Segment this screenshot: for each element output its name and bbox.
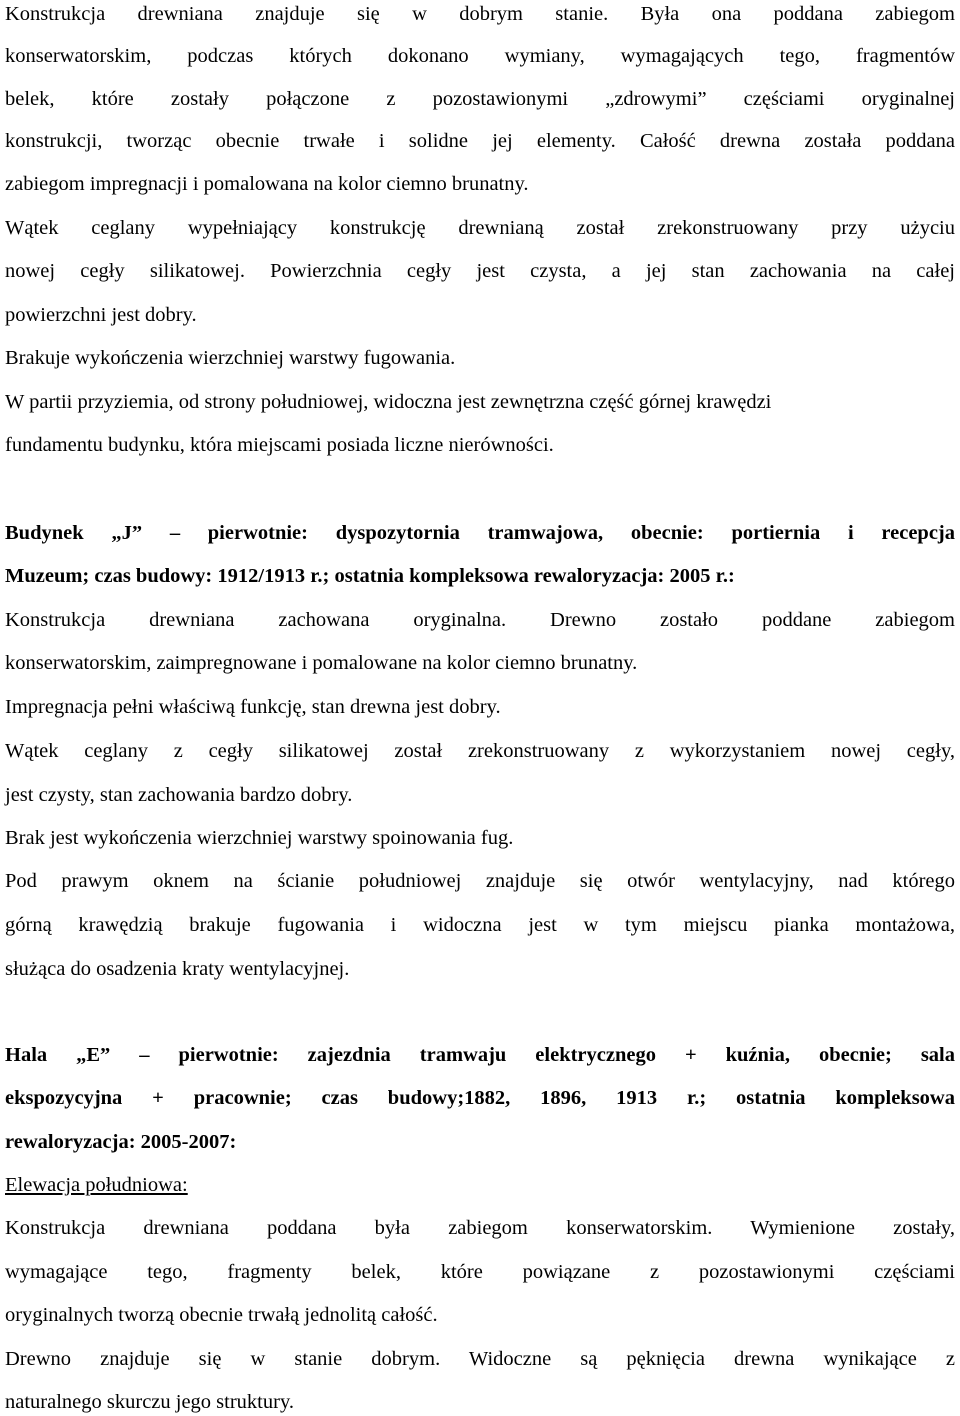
paragraph-line: naturalnego skurczu jego struktury. [5, 1391, 295, 1413]
paragraph-line: Wątek ceglany z cegły silikatowej został zrekonstruowany z wykorzystaniem nowej cegły, [5, 740, 955, 762]
paragraph-line: Wątek ceglany wypełniający konstrukcję drewnianą został zrekonstruowany przy użyciu [5, 217, 955, 239]
paragraph-line: zabiegom impregnacji i pomalowana na kolor ciemno brunatny. [5, 173, 529, 195]
paragraph-line: konserwatorskim, podczas których dokonano wymiany, wymagających tego, fragmentów [5, 45, 955, 67]
paragraph-line: Brak jest wykończenia wierzchniej warstwy spoinowania fug. [5, 827, 514, 849]
paragraph-line: górną krawędzią brakuje fugowania i widoczna jest w tym miejscu pianka montażowa, [5, 914, 955, 936]
paragraph-line: służąca do osadzenia kraty wentylacyjnej. [5, 958, 350, 980]
paragraph-line: Brakuje wykończenia wierzchniej warstwy fugowania. [5, 347, 456, 369]
section-heading: Muzeum; czas budowy: 1912/1913 r.; ostatnia kompleksowa rewaloryzacja: 2005 r.: [5, 565, 735, 587]
section-heading: Budynek „J” – pierwotnie: dyspozytornia tramwajowa, obecnie: portiernia i recepcja [5, 522, 955, 544]
paragraph-line: konserwatorskim, zaimpregnowane i pomalowane na kolor ciemno brunatny. [5, 652, 638, 674]
paragraph-line: fundamentu budynku, która miejscami posiada liczne nierówności. [5, 434, 554, 456]
paragraph-line: Konstrukcja drewniana poddana była zabiegom konserwatorskim. Wymienione zostały, [5, 1217, 955, 1239]
paragraph-line: wymagające tego, fragmenty belek, które powiązane z pozostawionymi częściami [5, 1261, 955, 1283]
paragraph-line: jest czysty, stan zachowania bardzo dobry. [5, 784, 353, 806]
paragraph-line: Impregnacja pełni właściwą funkcję, stan drewna jest dobry. [5, 696, 501, 718]
paragraph-line: Konstrukcja drewniana zachowana oryginalna. Drewno zostało poddane zabiegom [5, 609, 955, 631]
section-heading: rewaloryzacja: 2005-2007: [5, 1131, 237, 1153]
paragraph-line: Drewno znajduje się w stanie dobrym. Widoczne są pęknięcia drewna wynikające z [5, 1348, 955, 1370]
paragraph-line: Pod prawym oknem na ścianie południowej znajduje się otwór wentylacyjny, nad którego [5, 870, 955, 892]
subheading: Elewacja południowa: [5, 1174, 188, 1196]
section-heading: Hala „E” – pierwotnie: zajezdnia tramwaju elektrycznego + kuźnia, obecnie; sala [5, 1044, 955, 1066]
paragraph-line: W partii przyziemia, od strony południowej, widoczna jest zewnętrzna część górnej krawędzi [5, 391, 772, 413]
paragraph-line: belek, które zostały połączone z pozostawionymi „zdrowymi” częściami oryginalnej [5, 88, 955, 110]
paragraph-line: oryginalnych tworzą obecnie trwałą jednolitą całość. [5, 1304, 438, 1326]
paragraph-line: konstrukcji, tworząc obecnie trwałe i solidne jej elementy. Całość drewna została poddana [5, 130, 955, 152]
paragraph-line: nowej cegły silikatowej. Powierzchnia cegły jest czysta, a jej stan zachowania na całej [5, 260, 955, 282]
paragraph-line: Konstrukcja drewniana znajduje się w dobrym stanie. Była ona poddana zabiegom [5, 3, 955, 25]
paragraph-line: powierzchni jest dobry. [5, 304, 197, 326]
section-heading: ekspozycyjna + pracownie; czas budowy;1882, 1896, 1913 r.; ostatnia kompleksowa [5, 1087, 955, 1109]
